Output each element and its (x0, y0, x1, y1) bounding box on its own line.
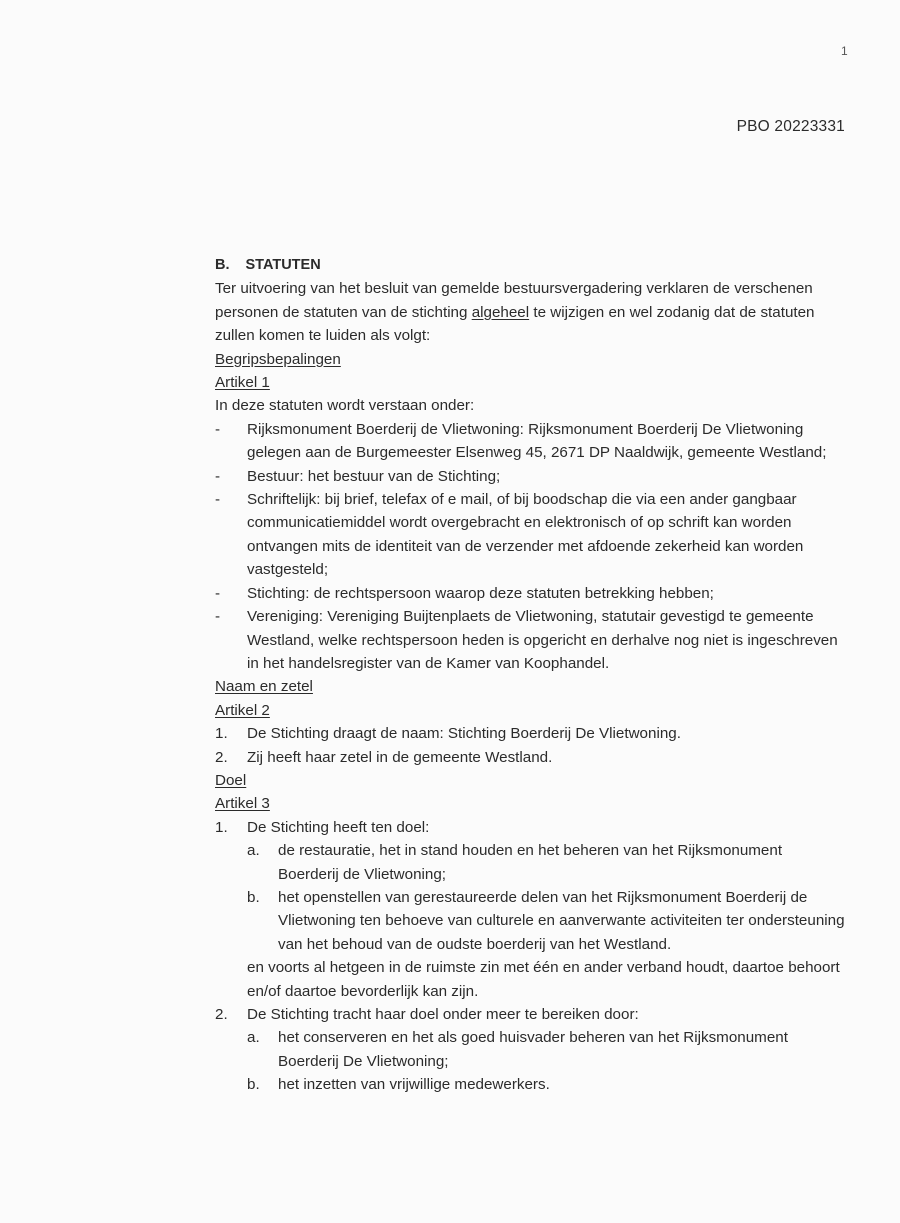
definition-item (215, 582, 847, 605)
dash-bullet: - (215, 420, 221, 438)
sub-item-text: het conserveren en het als goed huisvader beheren van het Rijksmonument Boerderij De Vlietwoning; (278, 1029, 788, 1070)
numbered-item (215, 816, 847, 839)
dash-bullet: - (215, 608, 221, 626)
intro-underlined: algeheel (471, 303, 530, 321)
sub-item (247, 839, 847, 886)
item-text: De Stichting draagt de naam: Stichting Boerderij De Vlietwoning. (247, 725, 681, 743)
sub-item-text: het inzetten van vrijwillige medewerkers. (278, 1076, 550, 1094)
page-number: 1 (841, 44, 848, 58)
article-2-title: Artikel 2 (215, 701, 270, 719)
definition-item (215, 418, 847, 465)
definition-text: Schriftelijk: bij brief, telefax of e mail, of bij boodschap die via een ander gangbaar communicatiemiddel wordt overgebracht en elektronisch of op schrift kan worden ontvangen mits de identiteit van de verzender met afdoende zekerheid kan worden vastgesteld; (247, 491, 804, 579)
item-text: De Stichting tracht haar doel onder meer te bereiken door: (247, 1006, 639, 1023)
sub-item-letter: a. (247, 1029, 260, 1047)
article-1-title: Artikel 1 (215, 374, 270, 392)
intro-before: Ter uitvoering van het besluit van gemelde bestuursvergadering verklaren de verschenen personen de statuten van de stichting (215, 280, 813, 321)
definition-text: Rijksmonument Boerderij de Vlietwoning: Rijksmonument Boerderij De Vlietwoning gelegen aan de Burgemeester Elsenweg 45, 2671 DP Naaldwijk, gemeente Westland; (247, 420, 827, 462)
sub-item (247, 1073, 847, 1096)
section-heading (215, 254, 847, 277)
item-text: De Stichting heeft ten doel: (247, 818, 430, 836)
item-text: Zij heeft haar zetel in de gemeente Westland. (247, 748, 553, 766)
item-number: 1. (215, 818, 228, 836)
numbered-item (215, 1003, 847, 1026)
definition-text: Bestuur: het bestuur van de Stichting; (247, 467, 501, 485)
intro-paragraph (215, 277, 847, 347)
definitions-lead: In deze statuten wordt verstaan onder: (215, 397, 475, 415)
article-3-title: Artikel 3 (215, 795, 270, 813)
item-number: 1. (215, 725, 228, 743)
dash-bullet: - (215, 467, 221, 485)
dash-bullet: - (215, 584, 221, 602)
numbered-item (215, 722, 847, 745)
sub-item (247, 1026, 847, 1073)
sub-item-letter: a. (247, 842, 260, 860)
numbered-item (215, 746, 847, 769)
intro-after: te wijzigen en wel zodanig dat de statuten zullen komen te luiden als volgt: (215, 303, 815, 345)
definition-item (215, 605, 847, 675)
document-reference: PBO 20223331 (736, 118, 845, 135)
definitions-heading: Begripsbepalingen (215, 350, 341, 368)
item-number: 2. (215, 1006, 228, 1023)
goal-heading: Doel (215, 771, 247, 789)
dash-bullet: - (215, 491, 221, 509)
definition-text: Vereniging: Vereniging Buijtenplaets de Vlietwoning, statutair gevestigd te gemeente Westland, welke rechtspersoon heden is opgericht en derhalve nog niet is ingeschreven in het handelsregister van de Kamer van Koophandel. (247, 608, 838, 672)
document-body (215, 254, 847, 1097)
sub-item-letter: b. (247, 1076, 260, 1094)
name-heading: Naam en zetel (215, 678, 313, 696)
definition-item (215, 465, 847, 488)
goal-closing-text: en voorts al hetgeen in de ruimste zin met één en ander verband houdt, daartoe behoort en/of daartoe bevorderlijk kan zijn. (247, 959, 840, 1000)
sub-item-text: het openstellen van gerestaureerde delen van het Rijksmonument Boerderij de Vlietwoning ten behoeve van culturele en aanverwante activiteiten ter ondersteuning van het behoud van de oudste boerderij van het Westland. (278, 888, 845, 953)
definition-item (215, 488, 847, 582)
sub-item-letter: b. (247, 888, 260, 906)
sub-item-text: de restauratie, het in stand houden en het beheren van het Rijksmonument Boerderij de Vlietwoning; (278, 842, 783, 883)
item-number: 2. (215, 748, 228, 766)
definition-text: Stichting: de rechtspersoon waarop deze statuten betrekking hebben; (247, 584, 714, 602)
section-letter: B. (215, 257, 230, 273)
sub-item (247, 886, 847, 956)
section-title: STATUTEN (245, 257, 321, 273)
